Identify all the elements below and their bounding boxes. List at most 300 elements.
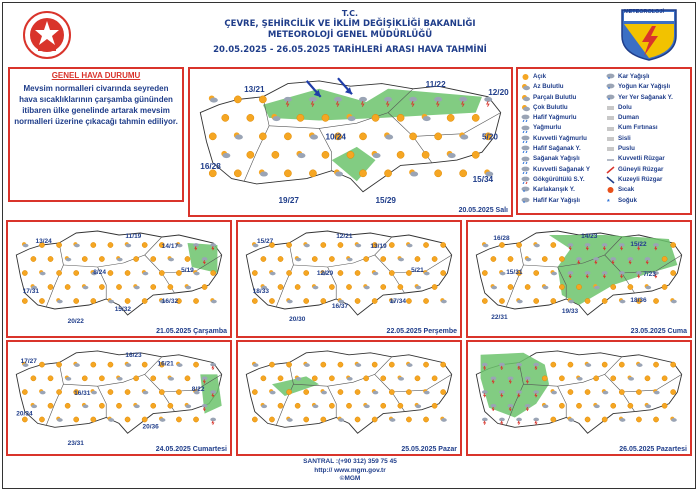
partly-cloudy-icon [619,417,626,422]
sunny-icon [594,376,599,381]
sunny-icon [406,389,411,394]
map-layer [246,231,451,323]
header-line1: T.C. [341,9,359,18]
sunny-icon [410,133,417,140]
mgm-logo-text: METEOROLOJİ [624,9,665,15]
sunny-icon [542,256,547,261]
general-weather-title: GENEL HAVA DURUMU [51,71,141,80]
sunny-icon [278,284,283,289]
legend-item [606,113,673,123]
sunny-icon [460,170,467,177]
sunny-icon [234,96,241,103]
sunny-icon [322,114,329,121]
map-layer [476,351,681,433]
legend-symbol-icon [521,145,530,153]
sunny-icon [628,403,633,408]
sunny-icon [662,376,667,381]
thunderstorm-icon [482,418,488,425]
sunny-icon [142,298,147,303]
legend-item [606,82,673,92]
sunny-icon [202,284,207,289]
sunny-icon [602,362,607,367]
legend-item [521,154,590,164]
sunny-icon [482,270,487,275]
temperature-label: 10/24 [325,132,346,142]
sunny-icon [91,242,96,247]
sunny-icon [423,362,428,367]
sunny-icon [384,170,391,177]
sunny-icon [432,284,437,289]
legend-label: Sıcak [618,186,635,194]
svg-text:*: * [523,190,525,195]
legend-item [521,134,590,144]
temperature-label: 16/37 [331,303,349,310]
sunny-icon [304,417,309,422]
sunny-icon [304,389,309,394]
sunny-icon [304,298,309,303]
temperature-label: 5/19 [181,267,194,274]
sunny-icon [286,242,291,247]
map-date-2: 22.05.2025 Perşembe [386,328,457,335]
sunny-icon [611,284,616,289]
partly-cloudy-icon [252,362,259,367]
sunny-icon [39,417,44,422]
legend-symbol-icon [606,125,615,133]
svg-text:*: * [523,200,525,205]
legend-item [521,165,590,175]
sunny-icon [31,376,36,381]
sunny-icon [389,270,394,275]
temperature-label: 23/31 [67,440,84,448]
sunny-icon [329,256,334,261]
legend-label: Gökgürültülü S.Y. [533,175,585,183]
temperature-label: 20/22 [67,318,84,325]
map-0 [190,69,511,215]
map-panel-5 [236,340,462,456]
sunny-icon [108,242,113,247]
legend-symbol-icon [521,125,530,133]
sunny-icon [389,389,394,394]
sunny-icon [193,298,198,303]
legend-symbol-icon [521,176,530,184]
sunny-icon [82,376,87,381]
legend-label: Duman [618,114,639,122]
sunny-icon [312,256,317,261]
temperature-label: 20/34 [16,410,33,418]
sunny-icon [278,376,283,381]
sunny-icon [551,362,556,367]
legend-label: Yoğun Kar Yağışlı [618,83,671,91]
legend-symbol-icon [521,83,530,91]
sunny-icon [397,151,404,158]
map-layer [200,78,509,205]
legend-label: Parçalı Bulutlu [533,93,577,101]
legend-right-column [606,72,673,206]
sunny-icon [321,242,326,247]
legend-symbol-icon [606,104,615,112]
legend-item [606,175,673,185]
header-period: 20.05.2025 - 26.05.2025 TARİHLERİ ARASI HAVA TAHMİNİ [213,45,487,55]
sunny-icon [435,133,442,140]
legend-item [606,93,673,103]
legend-symbol-icon [606,114,615,122]
temperature-label: 11/19 [125,233,142,240]
temperature-label: 5/20 [482,132,498,142]
legend-item [521,196,590,206]
general-weather-box [8,67,184,202]
sunny-icon [542,376,547,381]
header-line3: METEOROLOJİ GENEL MÜDÜRLÜĞÜ [267,30,433,40]
legend-item [521,123,590,133]
sunny-icon [619,389,624,394]
temperature-label: 13/24 [35,238,52,245]
sunny-icon [193,417,198,422]
sunny-icon [74,417,79,422]
sunny-icon [278,256,283,261]
sunny-icon [284,170,291,177]
map-date-3: 23.05.2025 Cuma [630,328,687,335]
legend-label: Yağmurlu [533,124,562,132]
legend-label: Yer Yer Sağanak Y. [618,93,673,101]
sunny-icon [611,403,616,408]
map-layer [16,351,221,447]
sunny-icon [211,270,216,275]
sunny-icon [48,284,53,289]
sunny-icon [304,270,309,275]
legend-item [606,72,673,82]
legend-item [521,113,590,123]
temperature-label: 20/36 [142,423,159,431]
sunny-icon [176,389,181,394]
sunny-icon [472,114,479,121]
legend-label: Kum Fırtınası [618,124,658,132]
sunny-icon [269,298,274,303]
sunny-icon [364,376,369,381]
sunny-icon [65,403,70,408]
legend-item [606,123,673,133]
legend-left-column [521,72,590,206]
sunny-icon [585,298,590,303]
legend-label: Kar Yağışlı [618,73,650,80]
sunny-icon [252,417,257,422]
sunny-icon [116,284,121,289]
sunny-icon [423,242,428,247]
sunny-icon [176,417,181,422]
sunny-icon [74,270,79,275]
map-panel-6 [466,340,692,456]
sunny-icon [491,256,496,261]
sunny-icon [372,362,377,367]
map-panel-1 [6,220,232,338]
temperature-label: 15/27 [257,238,274,245]
sunny-icon [482,298,487,303]
sunny-icon [286,362,291,367]
sunny-icon [398,284,403,289]
map-panel-2 [236,220,462,338]
partly-cloudy-icon [440,298,447,303]
sunny-icon [508,284,513,289]
svg-text:*: * [608,87,610,92]
temperature-label: 18/36 [630,297,647,304]
sunny-icon [185,256,190,261]
sunny-icon [381,376,386,381]
sunny-icon [247,151,254,158]
legend-item [521,82,590,92]
sunny-icon [125,389,130,394]
map-date-5: 25.05.2025 Pazar [401,446,457,453]
general-weather-text: Mevsim normalleri civarında seyreden hava sıcaklıklarının çarşamba gününden itibaren ülke genelinde artarak mevsim normalleri üzerine çıkacağı tahmin ediliyor. [14,84,178,126]
sunny-icon [91,298,96,303]
partly-cloudy-icon [482,242,489,247]
sunny-icon [551,242,556,247]
sunny-icon [151,284,156,289]
temperature-label: 16/21 [157,360,174,368]
legend-symbol-icon [521,186,530,194]
sunny-icon [406,298,411,303]
sunny-icon [364,256,369,261]
legend-label: Hafif Kar Yağışlı [533,196,580,204]
temperature-label: 13/21 [244,85,265,95]
legend-item [521,185,590,195]
sunny-icon [295,403,300,408]
temperature-label: 16/32 [161,298,179,305]
partly-cloudy-icon [409,169,418,176]
sunny-icon [359,133,366,140]
sunny-icon [222,114,229,121]
legend-symbol-icon [521,114,530,122]
sunny-icon [99,284,104,289]
svg-text:*: * [608,77,610,82]
legend-symbol-icon [521,94,530,102]
sunny-icon [329,376,334,381]
legend-label: Kuvvetli Yağmurlu [533,134,587,142]
sunny-icon [91,417,96,422]
sunny-icon [125,270,130,275]
temperature-label: 15/22 [630,241,647,248]
sunny-icon [142,242,147,247]
sunny-icon [671,389,676,394]
temperature-label: 15/34 [472,175,494,184]
sunny-icon [261,256,266,261]
map-4 [8,342,230,454]
partly-cloudy-icon [159,417,166,422]
legend-item [521,93,590,103]
sunny-icon [99,403,104,408]
footer-phone: SANTRAL :(+90 312) 359 75 45 [303,458,397,465]
sunny-icon [516,242,521,247]
legend-symbol-icon [521,197,530,205]
legend-label: Güneyli Rüzgar [618,165,664,173]
sunny-icon [372,114,379,121]
legend-label: Kuvvetli Sağanak Y [533,165,590,173]
sunny-icon [56,242,61,247]
legend-label: Hafif Yağmurlu [533,114,577,122]
sunny-icon [602,417,607,422]
temperature-label: 12/29 [316,270,334,277]
sunny-icon [39,298,44,303]
temperature-label: 17/34 [389,298,406,305]
legend-symbol-icon [606,145,615,153]
legend-label: Dolu [618,103,632,111]
partly-cloudy-icon [670,298,677,303]
sunny-icon [234,170,241,177]
sunny-icon [636,389,641,394]
temperature-label: 15/31 [506,269,523,276]
sunny-icon [125,298,130,303]
sunny-icon [372,298,377,303]
sunny-icon [355,298,360,303]
sunny-icon [671,362,676,367]
sunny-icon [381,403,386,408]
sunny-icon [272,151,279,158]
sunny-icon [321,362,326,367]
sunny-icon [653,417,658,422]
temperature-label: 17/27 [20,357,37,365]
footer-url[interactable]: http:// www.mgm.gov.tr [314,466,386,474]
sunny-icon [168,403,173,408]
sunny-icon [568,362,573,367]
temperature-label: 12/20 [488,87,509,97]
partly-cloudy-icon [22,242,29,247]
temperature-label: 8/22 [191,386,205,394]
sunny-icon [261,376,266,381]
sunny-icon [108,389,113,394]
temperature-label: 8/24 [93,269,106,276]
map-date-1: 21.05.2025 Çarşamba [156,328,227,335]
sunny-icon [415,376,420,381]
sunny-icon [168,284,173,289]
temperature-label: 18/33 [252,288,269,295]
sunny-icon [286,389,291,394]
map-panel-3 [466,220,692,338]
sunny-icon [653,362,658,367]
legend-label: Sağanak Yağışlı [533,155,580,163]
sunny-icon [185,376,190,381]
sunny-icon [65,284,70,289]
country-outline [246,351,451,433]
legend-symbol-icon [521,73,530,81]
sunny-icon [321,298,326,303]
map-panel-0 [188,67,513,217]
sunny-icon [159,389,164,394]
sunny-icon [142,362,147,367]
partly-cloudy-icon [670,417,677,422]
sunny-icon [671,242,676,247]
sunny-icon [74,298,79,303]
sunny-icon [346,403,351,408]
sunny-icon [389,242,394,247]
sunny-icon [269,362,274,367]
header-line2: ÇEVRE, ŞEHİRCİLİK VE İKLİM DEĞİŞİKLİĞİ BAKANLIĞI [224,19,476,29]
sunny-icon [322,151,329,158]
partly-cloudy-icon [209,95,218,102]
sunny-icon [22,298,27,303]
sunny-icon [295,284,300,289]
sunny-icon [585,417,590,422]
sunny-icon [125,417,130,422]
temperature-label: 12/21 [336,233,353,240]
legend-symbol-icon [521,156,530,164]
sunny-icon [619,362,624,367]
sunny-icon [645,376,650,381]
legend-item [521,175,590,185]
legend-item [606,154,673,164]
sunny-icon [389,362,394,367]
legend-item [521,72,590,82]
sunny-icon [432,403,437,408]
sunny-icon [108,362,113,367]
sunny-icon [671,270,676,275]
legend-label: Çok Bulutlu [533,103,568,111]
sunny-icon [247,114,254,121]
sunny-icon [48,256,53,261]
partly-cloudy-icon [440,417,447,422]
legend-label: Hafif Sağanak Y. [533,145,581,153]
sunny-icon [329,284,334,289]
sunny-icon [134,376,139,381]
legend [516,67,692,215]
legend-symbol-icon [521,166,530,174]
sunny-icon [662,403,667,408]
sunny-icon [662,284,667,289]
temperature-label: 14/23 [581,233,598,240]
legend-item [606,144,673,154]
legend-label: Açık [533,73,547,80]
sunny-icon [56,389,61,394]
sunny-icon [568,389,573,394]
sunny-icon [423,417,428,422]
sunny-icon [534,270,539,275]
legend-symbol-icon [606,94,615,102]
map-layer [16,231,221,325]
sunny-icon [662,256,667,261]
sunny-icon [134,256,139,261]
sunny-icon [151,256,156,261]
sunny-icon [22,270,27,275]
map-panel-4 [6,340,232,456]
sunny-icon [259,133,266,140]
sunny-icon [56,362,61,367]
sunny-icon [381,256,386,261]
sunny-icon [321,417,326,422]
sunny-icon [31,256,36,261]
footer-copyright: ©MGM [339,475,361,482]
map-2 [238,222,460,336]
sunny-icon [278,403,283,408]
sunny-icon [309,170,316,177]
sunny-icon [636,417,641,422]
sunny-icon [472,151,479,158]
sunny-icon [159,270,164,275]
temperature-label: 15/29 [375,196,396,206]
sunny-icon [99,376,104,381]
temperature-label: 17/31 [22,288,39,295]
sunny-icon [559,284,564,289]
footer [0,458,700,484]
temperature-label: 15/32 [114,306,131,313]
temperature-label: 14/17 [161,243,179,250]
sunny-icon [423,298,428,303]
sunny-icon [338,389,343,394]
temperature-label: 19/27 [278,196,299,206]
sunny-icon [559,256,564,261]
sunny-icon [508,256,513,261]
legend-symbol-icon [606,135,615,143]
sunny-icon [329,403,334,408]
sunny-icon [48,403,53,408]
sunny-icon [56,270,61,275]
sunny-icon [209,133,216,140]
